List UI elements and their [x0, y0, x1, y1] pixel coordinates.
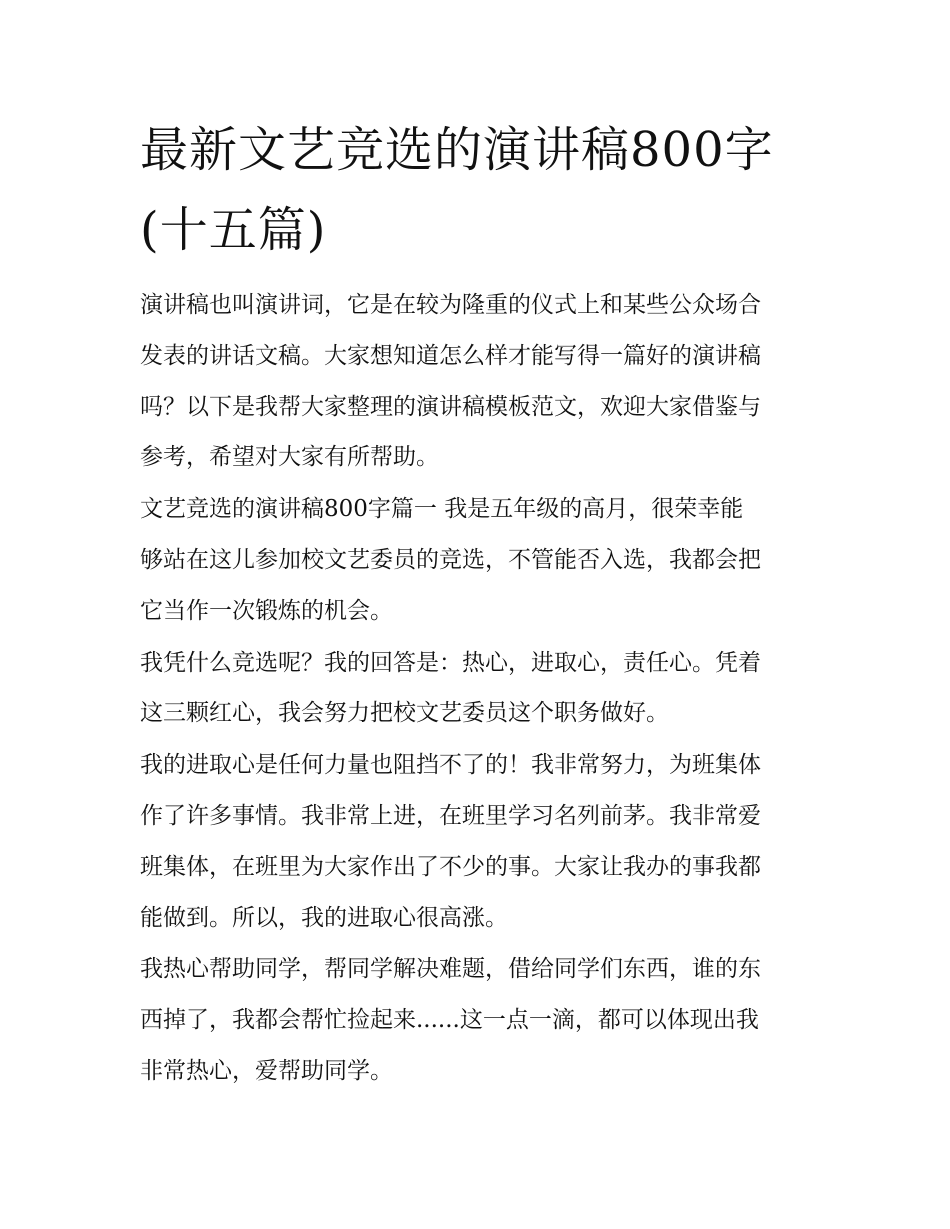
- paragraph-line: 演讲稿也叫演讲词，它是在较为隆重的仪式上和某些公众场合: [140, 292, 761, 318]
- paragraph-line: 我热心帮助同学，帮同学解决难题，借给同学们东西，谁的东: [140, 956, 761, 983]
- paragraph-line: 够站在这儿参加校文艺委员的竞选，不管能否入选，我都会把: [140, 546, 761, 573]
- paragraph-progress: [140, 740, 820, 943]
- paragraph-line: 作了许多事情。我非常上进，在班里学习名列前茅。我非常爱: [140, 802, 761, 829]
- document-body: [140, 280, 820, 1098]
- paragraph-why: [140, 638, 820, 740]
- paragraph-line: 我的进取心是任何力量也阻挡不了的！我非常努力，为班集体: [140, 752, 761, 779]
- title-line-2: (十五篇): [140, 202, 327, 258]
- paragraph-line: 西掉了，我都会帮忙捡起来......这一点一滴，都可以体现出我: [140, 1007, 759, 1034]
- paragraph-speech-1: [140, 484, 820, 636]
- paragraph-line: 非常热心，爱帮助同学。: [140, 1057, 393, 1084]
- paragraph-intro: [140, 280, 820, 483]
- paragraph-line: 这三颗红心，我会努力把校文艺委员这个职务做好。: [140, 700, 669, 727]
- paragraph-line: 文艺竞选的演讲稿800字篇一 我是五年级的高月，很荣幸能: [140, 496, 744, 523]
- paragraph-line: 能做到。所以，我的进取心很高涨。: [140, 904, 508, 931]
- paragraph-line: 班集体，在班里为大家作出了不少的事。大家让我办的事我都: [140, 853, 761, 880]
- paragraph-helpful: [140, 944, 820, 1096]
- paragraph-line: 发表的讲话文稿。大家想知道怎么样才能写得一篇好的演讲稿: [140, 342, 761, 369]
- paragraph-line: 吗？以下是我帮大家整理的演讲稿模板范文，欢迎大家借鉴与: [140, 393, 761, 420]
- title-line-1: 最新文艺竞选的演讲稿800字: [140, 122, 774, 178]
- paragraph-line: 我凭什么竞选呢？我的回答是：热心，进取心，责任心。凭着: [140, 649, 761, 676]
- paragraph-line: 参考，希望对大家有所帮助。: [140, 444, 439, 471]
- paragraph-line: 它当作一次锻炼的机会。: [140, 597, 393, 624]
- document-title: [140, 110, 820, 270]
